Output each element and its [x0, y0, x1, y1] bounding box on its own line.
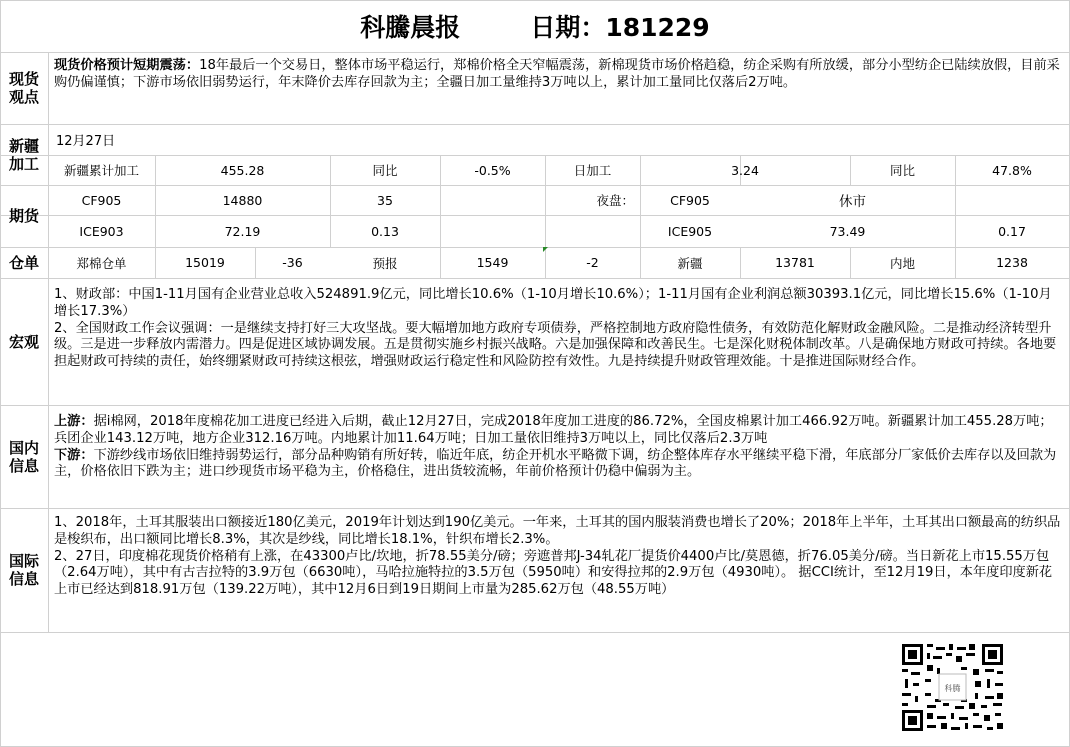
report-date: 日期：181229	[530, 13, 710, 42]
warehouse-cell: 1238	[996, 255, 1028, 270]
domestic-paragraph	[54, 414, 1062, 481]
international-item-1: 1、2018年，土耳其服装出口额接近180亿美元，2019年计划达到190亿美元。一年来，土耳其的国内服装消费也增长了20%；2018年上半年，土耳其出口额最高的纺织品是梭织布，出口额同比增长8.3%，其次是纱线，同比增长18.1%，针织布增长2.3%。	[54, 515, 1061, 547]
international-item-2: 2、27日，印度棉花现货价格稍有上涨，在43300卢比/坎地，折78.55美分/磅；旁遮普邦J-34轧花厂提货价4400卢比/莫恩德，折76.05美分/磅。当日新花上市15.55万包（2.64万吨），其中有古吉拉特的3.9万包（6630吨），马哈拉施特拉的3.5万包（5950吨）和安得拉邦的2.9万包（4930吨）。 据CCI统计，至12月19日，本年度印度新花上市已经达到818.91万包（139.22万吨），其中12月6日到19日期间上市量为285.62万包（48.55万吨）	[54, 548, 1053, 598]
domestic-downstream: 下游：下游纱线市场依旧维持弱势运行，部分品种购销有所好转，临近年底，纺企开机水平略微下调，纺企整体库存水平继续平稳下滑，年底部分厂家低价去库存以及回款为主，价格依旧下跌为主；进口纱现货市场平稳为主，价格稳住，进出货较流畅，年前价格预计仍稳中偏弱为主。	[54, 447, 1057, 480]
warehouse-cell: -2	[586, 255, 599, 270]
xinjiang-cell: 3.24	[731, 162, 759, 178]
futures-cell: CF905	[670, 192, 710, 208]
warehouse-cell: 内地	[889, 255, 915, 271]
xinjiang-cell: 日加工	[573, 163, 612, 178]
international-paragraph	[54, 515, 1062, 599]
section-label-macro: 宏观	[8, 332, 39, 351]
section-label-warehouse: 仓单	[8, 253, 39, 272]
qr-logo-text: 科腾	[944, 684, 961, 693]
warehouse-cell: -36	[282, 255, 303, 270]
futures-cell: ICE903	[79, 223, 124, 239]
report-name: 科騰晨报	[360, 13, 461, 42]
xinjiang-cell: 新疆累计加工	[63, 163, 139, 178]
futures-cell: 0.17	[998, 223, 1026, 239]
futures-cell: 72.19	[224, 223, 261, 239]
warehouse-cell: 13781	[775, 255, 815, 270]
futures-cell: 14880	[222, 192, 263, 208]
warehouse-cell: 郑棉仓单	[76, 255, 127, 271]
futures-cell: 35	[377, 192, 393, 208]
section-label-international: 国际信息	[8, 552, 39, 588]
spot-text: 18年最后一个交易日，整体市场平稳运行，郑棉价格全天窄幅震荡，新棉现货市场价格趋稳，纺企采购有所放缓，部分小型纺企已陆续放假，目前采购仍偏谨慎；下游市场依旧弱势运行，年末降价去库存回款为主；全疆日加工量维持3万吨以上，累计加工量同比仅落后2万吨。	[54, 58, 1060, 90]
section-label-xinjiang: 新疆加工	[8, 136, 39, 173]
spot-headline: 现货价格预计短期震荡：	[54, 58, 200, 73]
warehouse-cell: 1549	[476, 255, 509, 270]
comment-marker	[543, 247, 548, 252]
futures-cell: 夜盘：	[596, 193, 634, 208]
xinjiang-cell: 同比	[889, 163, 915, 178]
macro-item-1: 1、财政部：中国1-11月国有企业营业总收入524891.9亿元，同比增长10.6%（1-10月增长10.6%）；1-11月国有企业利润总额30393.1亿元，同比增长15.6%（1-10月增长17.3%）	[54, 287, 1052, 319]
section-label-domestic: 国内信息	[8, 438, 39, 475]
xinjiang-cell: 同比	[372, 163, 398, 178]
warehouse-cell: 15019	[185, 255, 225, 270]
futures-cell: 0.13	[371, 223, 399, 239]
xinjiang-date: 12月27日	[56, 134, 116, 149]
futures-cell: CF905	[81, 192, 122, 208]
domestic-upstream: 上游：据i棉网，2018年度棉花加工进度已经进入后期，截止12月27日，完成2018年度加工进度的86.72%，全国皮棉累计加工466.92万吨。新疆累计加工455.28万吨；兵团企业143.12万吨，地方企业312.16万吨。内地累计加11.64万吨；日加工量依旧维持3万吨以上，同比仅落后2.3万吨	[54, 414, 1053, 446]
warehouse-cell: 预报	[372, 255, 398, 271]
qr-code	[899, 641, 1006, 734]
section-label-spot: 现货观点	[8, 70, 39, 106]
report-title	[0, 0, 1070, 52]
xinjiang-cell: -0.5%	[474, 162, 511, 178]
macro-item-2: 2、全国财政工作会议强调：一是继续支持打好三大攻坚战。要大幅增加地方政府专项债券，严格控制地方政府隐性债务，有效防范化解财政金融风险。二是推动经济转型升级。三是进一步释放内需潜力。四是促进区域协调发展。五是贯彻实施乡村振兴战略。六是加强保障和改善民生。七是深化财税体制改革。八是确保地方财政可持续。各地要担起财政可持续的责任，始终绷紧财政可持续这根弦，增强财政运行稳定性和风险防控有效性。九是持续提升财政管理效能。十是推进国际财经合作。	[54, 320, 1057, 370]
futures-cell: ICE905	[667, 223, 713, 239]
futures-cell: 73.49	[829, 223, 866, 239]
xinjiang-cell: 455.28	[220, 162, 265, 178]
futures-cell: 休市	[839, 194, 866, 210]
macro-paragraph	[54, 287, 1062, 371]
warehouse-cell: 新疆	[677, 255, 703, 271]
section-label-futures: 期货	[8, 207, 39, 225]
spot-paragraph	[54, 58, 1062, 92]
xinjiang-cell: 47.8%	[992, 162, 1032, 178]
